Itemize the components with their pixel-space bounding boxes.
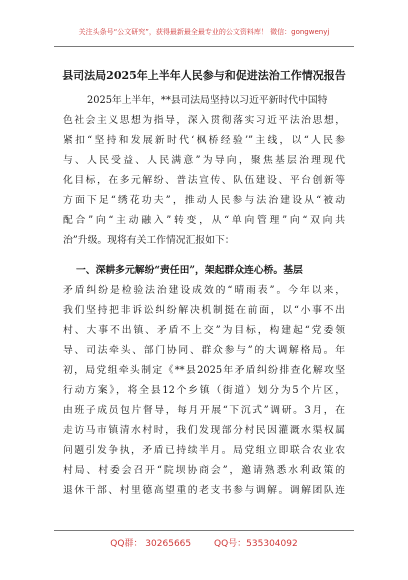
body-line: 与、人民受益、人民满意”为导向，聚焦基层治理现代 (63, 155, 345, 166)
body-line: 退休干部、村里德高望重的老支书参与调解。调解团队连 (63, 485, 345, 496)
body-line: 2025年上半年，**县司法局坚持以习近平新时代中国特 (87, 95, 328, 106)
body-line: 治”升级。现将有关工作情况汇报如下： (63, 235, 235, 246)
header-banner: 关注头条号“公文研究”，获得最新最全最专业的公文资料库！ 微信：gongwenyj (78, 28, 330, 36)
body-line: 行动方案》，将全县12个乡镇（街道）划分为5个片区， (63, 385, 345, 396)
body-line: 化目标，在多元解纷、普法宣传、队伍建设、平台创新等 (63, 175, 345, 186)
body-line: 矛盾纠纷是检验法治建设成效的“晴雨表”。今年以来， (63, 285, 345, 296)
body-line: 问题引发争执，矛盾已持续半月。局党组立即联合农业农 (63, 445, 345, 456)
body-line: 走访马市镇清水村时，我们发现部分村民因灌溉水渠权属 (63, 425, 345, 436)
body-line: 由班子成员包片督导，每月开展“下沉式”调研。3月，在 (63, 405, 345, 416)
footer-qq-group: QQ群： 30265665 (110, 539, 192, 549)
body-line: 色社会主义思想为指导，深入贯彻落实习近平法治思想， (63, 115, 345, 126)
body-line: 导、司法牵头、部门协同、群众参与”的大调解格局。年 (63, 345, 345, 356)
document-title: 县司法局2025年上半年人民参与和促进法治工作情况报告 (62, 69, 346, 82)
body-line: 方面下足“绣花功夫”，推动人民参与法治建设从“被动 (63, 195, 345, 206)
header-divider (54, 46, 354, 47)
body-line: 初，局党组牵头制定《**县2025年矛盾纠纷排查化解攻坚 (63, 365, 345, 376)
footer (0, 536, 408, 549)
section-heading-line: 一、深耕多元解纷“责任田”，架起群众连心桥。基层 (76, 265, 303, 276)
body-line: 配合”向“主动融入”转变，从“单向管理”向“双向共 (63, 215, 345, 226)
footer-qq-number: QQ号：535304092 (214, 539, 298, 549)
body-line: 村、大事不出镇、矛盾不上交”为目标，构建起“党委领 (63, 325, 345, 336)
body-line: 村局、村委会召开“院坝协商会”，邀请熟悉水利政策的 (63, 465, 345, 476)
body-line: 紧扣“坚持和发展新时代‘枫桥经验’”主线，以“人民参 (63, 135, 345, 146)
footer-divider (54, 530, 354, 531)
body-line: 我们坚持把非诉讼纠纷解决机制挺在前面，以“小事不出 (63, 305, 345, 316)
